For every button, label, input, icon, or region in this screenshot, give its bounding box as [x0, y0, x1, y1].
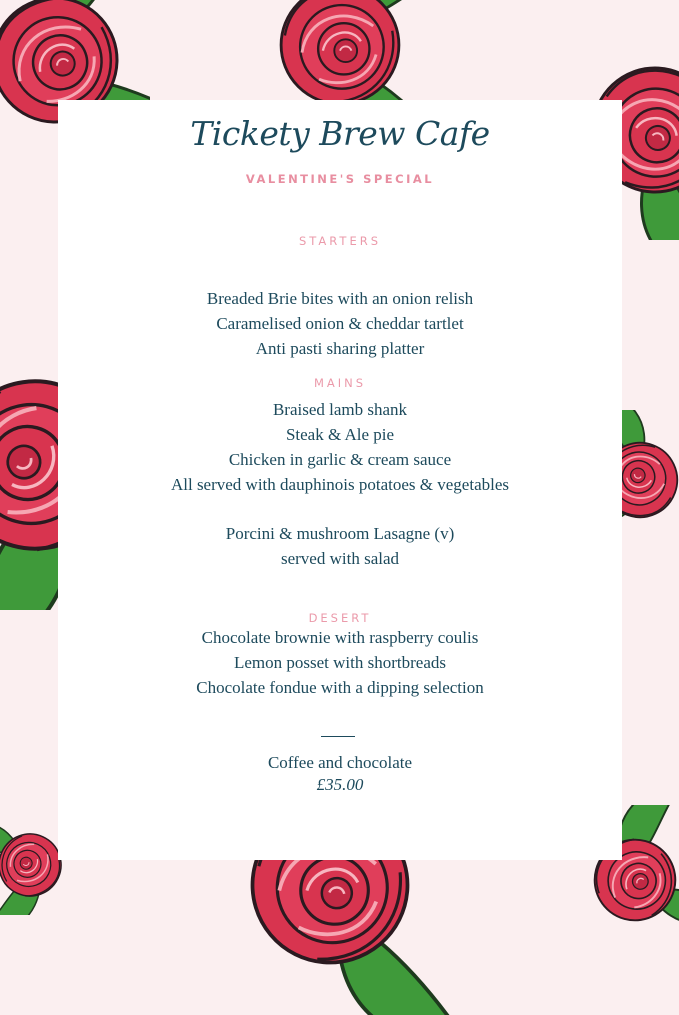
menu-price: £35.00 — [316, 775, 364, 794]
menu-item: Anti pasti sharing platter — [255, 339, 425, 358]
section-heading-mains: MAINS — [313, 376, 367, 390]
menu-item: Chocolate brownie with raspberry coulis — [201, 628, 479, 647]
vegetarian-option — [58, 521, 622, 571]
menu-item: Porcini & mushroom Lasagne (v) — [225, 524, 455, 543]
menu-title: Tickety Brew Cafe — [190, 114, 490, 153]
menu-item: Caramelised onion & cheddar tartlet — [216, 314, 464, 333]
mains-list — [58, 397, 622, 497]
menu-item: Chocolate fondue with a dipping selection — [196, 678, 484, 697]
menu-item: All served with dauphinois potatoes & vegetables — [170, 475, 510, 494]
starters-list — [58, 286, 622, 361]
menu-card — [58, 100, 622, 860]
section-heading-desert: DESERT — [308, 611, 372, 625]
menu-item: Lemon posset with shortbreads — [234, 653, 446, 672]
divider — [321, 736, 355, 737]
footer — [58, 750, 622, 795]
menu-item: served with salad — [280, 549, 400, 568]
menu-item: Chicken in garlic & cream sauce — [228, 450, 452, 469]
section-heading-starters: STARTERS — [298, 234, 382, 248]
menu-item: Breaded Brie bites with an onion relish — [206, 289, 474, 308]
menu-item: Steak & Ale pie — [285, 425, 395, 444]
desert-list — [58, 625, 622, 700]
menu-item: Braised lamb shank — [272, 400, 408, 419]
footer-extra: Coffee and chocolate — [267, 753, 413, 772]
menu-subtitle: VALENTINE'S SPECIAL — [245, 172, 435, 186]
